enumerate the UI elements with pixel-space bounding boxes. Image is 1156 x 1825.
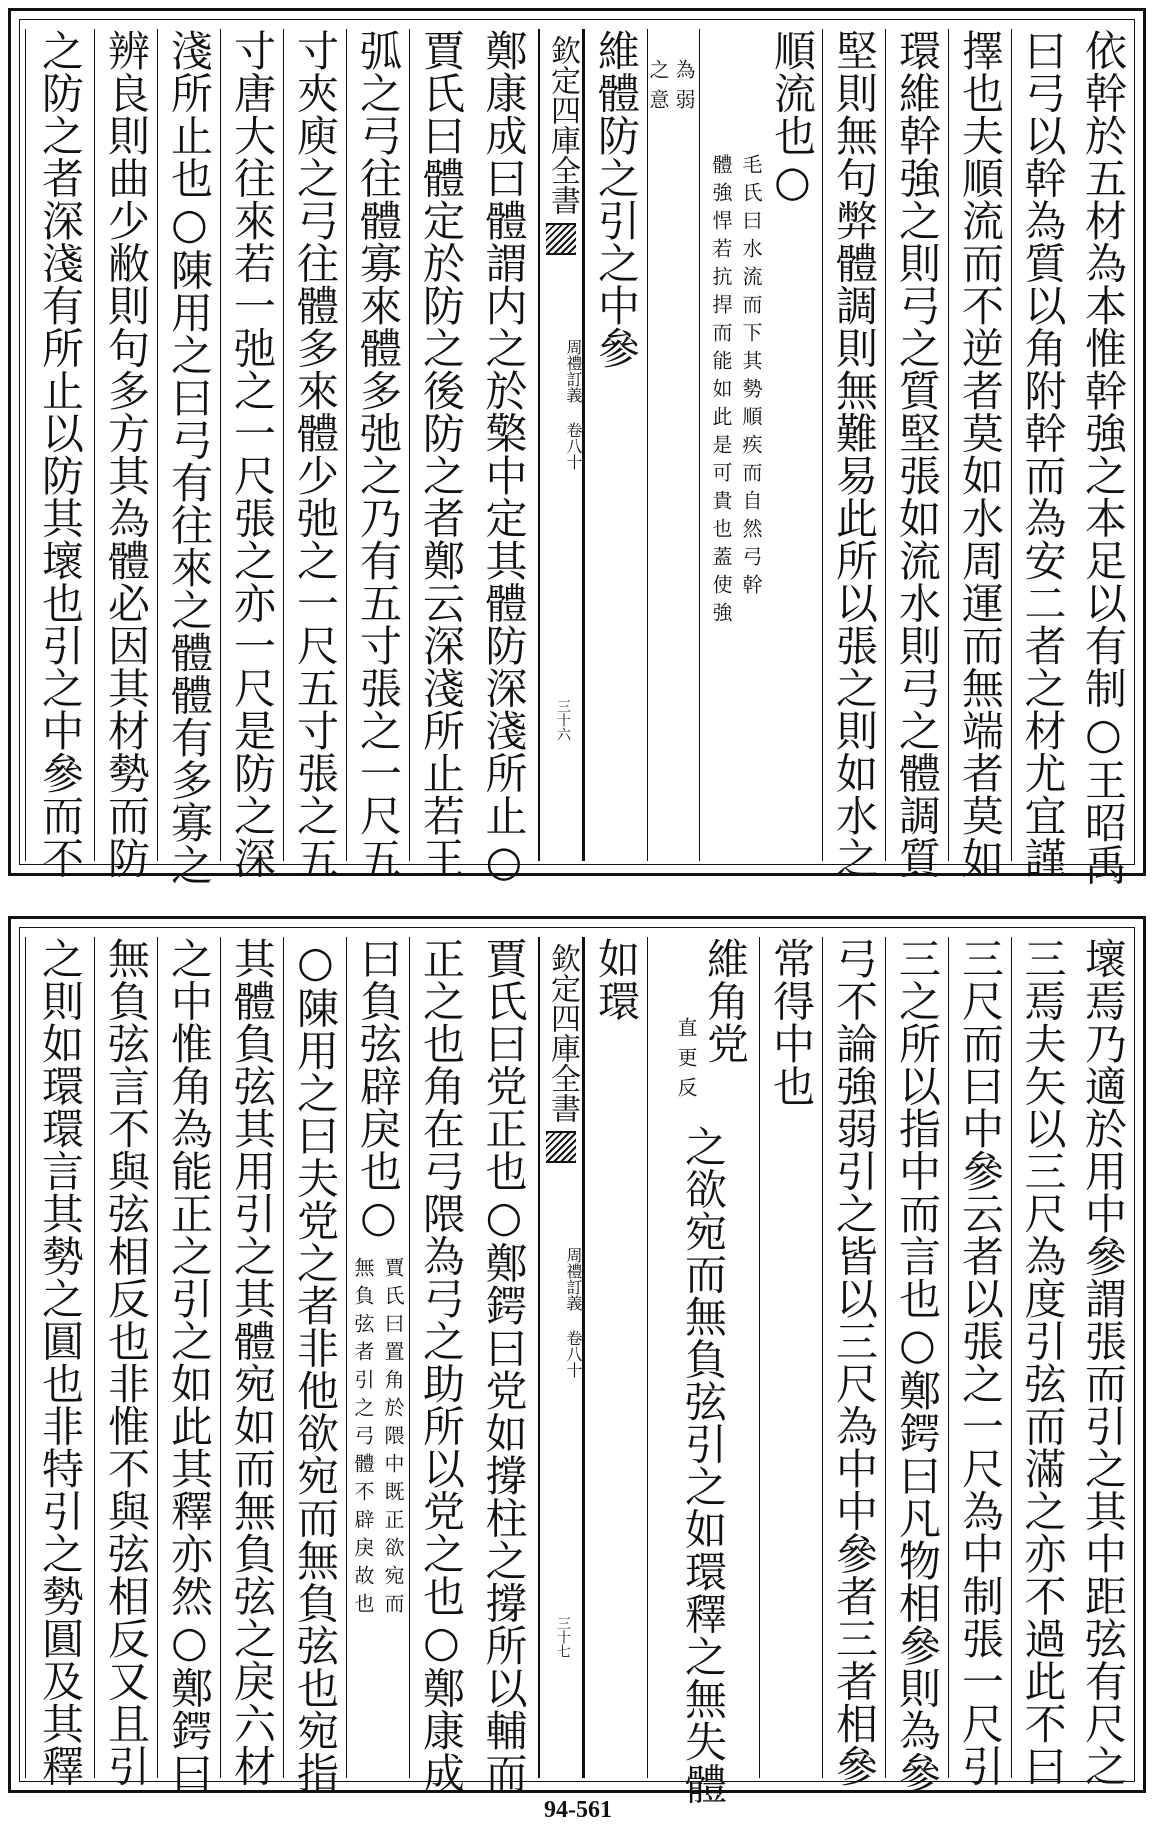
text-column — [409, 937, 472, 1794]
column-text: 其體負弦其用引之其體宛如而無負弦之戾六材 — [228, 937, 277, 1787]
column-text: 三焉夫矢以三尺為度引弦而滿之亦不過此不曰 — [1018, 937, 1068, 1787]
bottom-page — [8, 916, 1146, 1805]
gutter-book-title: 周禮訂義 — [564, 339, 583, 403]
gutter-title: 欽定四庫全書 — [545, 943, 580, 1123]
text-column — [220, 937, 283, 1787]
column-text: 之欲宛而無負弦引之如環釋之無失體 — [679, 1125, 728, 1805]
text-column — [283, 29, 346, 879]
text-column — [1011, 29, 1073, 879]
text-column — [759, 937, 822, 1778]
text-column — [25, 29, 94, 879]
page-gutter — [538, 937, 584, 1778]
gutter-leaf-number: 三十七 — [555, 1616, 571, 1658]
text-column — [584, 937, 647, 1778]
column-text: 賈氏曰党正也○鄭鍔曰党如撐柱之撐所以輔而 — [479, 937, 529, 1794]
annotation-text: 毛氏曰水流而下其勢順疾而自然弓幹 — [739, 154, 763, 602]
text-column — [1011, 937, 1073, 1787]
annotation-text: 無負弦者引之弓體不辟戾故也 — [351, 1257, 375, 1621]
column-text: 維體防之引之中參 — [592, 29, 641, 369]
text-column — [584, 29, 647, 861]
text-column — [94, 29, 157, 879]
page-gutter — [538, 29, 584, 861]
annotation-text: 之意 — [646, 59, 670, 119]
gutter-volume: 卷八十 — [564, 1330, 583, 1378]
column-text: 正之也角在弓隈為弓之助所以党之也○鄭康成 — [417, 937, 466, 1794]
column-text: 堅則無句弊體調則無難易此所以張之則如水之 — [830, 29, 879, 879]
column-text: 淺所止也○陳用之曰弓有往來之體體有多寡之 — [165, 29, 214, 886]
column-text: 順流也○ — [768, 29, 817, 206]
column-text: 三尺而曰中參云者以張之一尺為中制張一尺引 — [956, 937, 1005, 1787]
annotation-column — [647, 29, 699, 861]
column-text: 曰負弦辟戾也○ — [354, 937, 403, 1242]
annotation-text: 賈氏曰置角於隈中既正欲宛而 — [381, 1257, 405, 1621]
text-column — [94, 937, 157, 1787]
column-text: 如環 — [592, 937, 641, 1022]
text-column — [948, 29, 1011, 879]
text-column — [948, 937, 1011, 1787]
column-text: 之中惟角為能正之引之如此其釋亦然○鄭鍔曰 — [165, 937, 214, 1794]
text-column — [1073, 937, 1133, 1787]
column-text: 無負弦言不與弦相反也非惟不與弦相反又且引 — [102, 937, 151, 1787]
text-column-with-notes — [699, 29, 822, 861]
text-column — [283, 937, 346, 1794]
fishtail-mark-icon — [546, 223, 576, 255]
column-text: 弧之弓往體寡來體多弛之乃有五寸張之一尺五 — [354, 29, 403, 879]
gutter-title: 欽定四庫全書 — [545, 35, 580, 215]
annotation-text: 體強悍若抗捍而能如此是可貴也蓋使強 — [709, 154, 733, 630]
column-text: 之防之者深淺有所止以防其壞也引之中參而不 — [36, 29, 85, 879]
text-column — [885, 29, 948, 879]
text-column — [822, 29, 885, 879]
column-text: 賈氏曰體定於防之後防之者鄭云深淺所止若王 — [417, 29, 466, 879]
gutter-book-info — [540, 1247, 584, 1378]
column-text: ○陳用之曰夫党之者非他欲宛而無負弦也宛指 — [291, 937, 340, 1794]
text-column-with-notes — [346, 937, 409, 1778]
gutter-volume: 卷八十 — [564, 422, 583, 470]
column-text: 寸夾庾之弓往體多來體少弛之一尺五寸張之五 — [291, 29, 340, 879]
fishtail-mark-icon — [546, 1131, 576, 1163]
column-text: 三之所以指中而言也○鄭鍔曰凡物相參則為參 — [893, 937, 942, 1794]
text-column — [157, 937, 220, 1794]
text-column — [472, 29, 535, 886]
column-text: 辨良則曲少敝則句多方其為體必因其材勢而防 — [102, 29, 151, 879]
column-text: 擇也夫順流而不逆者莫如水周運而無端者莫如 — [956, 29, 1005, 879]
column-text: 之則如環環言其勢之圓也非特引之勢圓及其釋 — [36, 937, 85, 1787]
text-column — [1073, 29, 1133, 886]
column-text: 維角党 — [701, 937, 750, 1065]
text-column — [472, 937, 535, 1794]
annotation-text: 直更反 — [674, 1017, 698, 1107]
annotation-text: 為弱 — [672, 59, 696, 119]
gutter-book-title: 周禮訂義 — [564, 1247, 583, 1311]
page-number: 94-561 — [544, 1797, 612, 1823]
gutter-book-info — [540, 339, 584, 470]
gutter-leaf-number: 三十六 — [555, 699, 571, 741]
column-text: 寸唐大往來若一弛之一尺張之亦一尺是防之深 — [228, 29, 277, 879]
column-text: 弓不論強弱引之皆以三尺為中中參者三者相參 — [830, 937, 879, 1787]
text-column — [220, 29, 283, 879]
top-page — [8, 8, 1146, 886]
column-text: 曰弓以幹為質以角附幹而為安二者之材尤宜謹 — [1018, 29, 1068, 879]
text-column — [885, 937, 948, 1794]
column-text: 壞焉乃適於用中參謂張而引之其中距弦有尺之 — [1079, 937, 1128, 1787]
column-text: 鄭康成曰體謂内之於檠中定其體防深淺所止○ — [479, 29, 529, 886]
column-text: 常得中也 — [767, 937, 816, 1107]
column-text: 依幹於五材為本惟幹強之本足以有制○王昭禹 — [1079, 29, 1128, 886]
text-column-with-notes — [647, 937, 759, 1805]
text-column — [346, 29, 409, 879]
text-column — [25, 937, 94, 1787]
column-text: 環維幹強之則弓之質堅張如流水則弓之體調質 — [893, 29, 942, 879]
text-column — [822, 937, 885, 1787]
text-column — [409, 29, 472, 879]
text-column — [157, 29, 220, 886]
